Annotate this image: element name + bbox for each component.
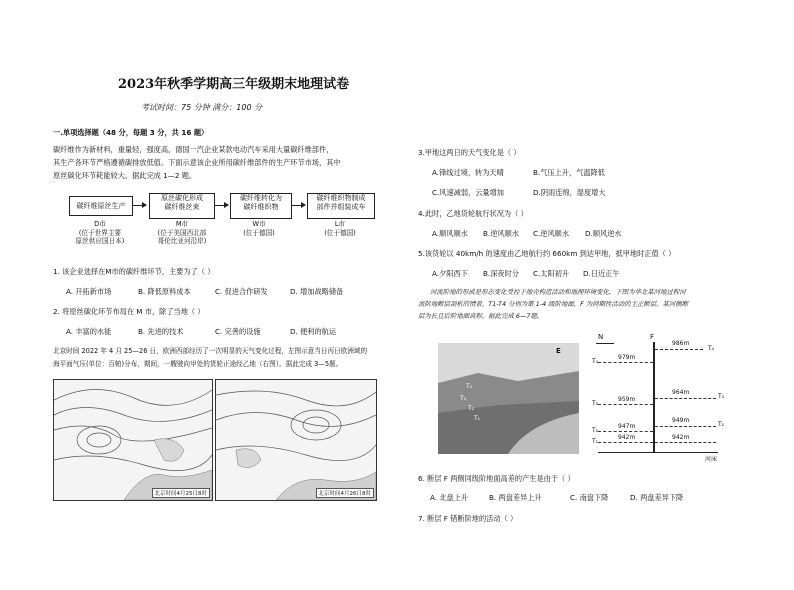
fault-label: F [650,333,655,341]
q4-stem: 4.此时，乙地货轮航行状况为（ ） [418,209,528,218]
flow-arrow-3 [292,205,305,206]
q7-stem: 7. 断层 F 错断阶地的活动（ ） [418,514,518,523]
photo-t1-label: T₁ [474,415,481,422]
q4-option-b[interactable]: B.逆风顺水 [483,229,519,238]
left-elev-t4: 979m [618,354,636,361]
city-m: M市 (位于美国西北部 哥伦比亚河沿岸) [157,220,207,245]
q5-option-a[interactable]: A.夕阳西下 [432,269,468,278]
left-t3-marker: T₃ [592,400,599,407]
flow-step-1: 碳纤维原丝生产 [69,196,133,216]
q4-option-a[interactable]: A.顺风顺水 [432,229,468,238]
q6-option-a[interactable]: A. 北盘上升 [430,493,469,502]
terrace-intro-1: 河流阶地的形成是形态变化受控于地壳构造活动和地理环境变化。下图为华北某河地过程河 [430,288,686,296]
q2-option-d[interactable]: D. 便利的航运 [290,327,337,336]
left-elev-t2: 947m [618,423,636,430]
terrace-intro-3: 层为长且后阶地面高程。据此完成 6—7题。 [418,312,544,320]
pressure-map-left [53,379,213,501]
right-elev-t4: 986m [672,340,690,347]
pressure-map-right [215,379,377,501]
photo-east-label: E [556,347,561,355]
right-t4-marker: T₄ [708,345,715,352]
right-t3-line [655,398,716,399]
right-elev-t2: 949m [672,417,690,424]
q5-option-b[interactable]: B.深夜时分 [483,269,519,278]
q4-option-d[interactable]: D.顺风逆水 [585,229,622,238]
city-l: L市 (位于德国) [324,220,356,237]
q4-option-c[interactable]: C.逆风顺水 [533,229,570,238]
intro-line-1: 碳纤维作为新材料，重量轻，强度高，德国一汽企业某款电动汽车采用大量碳纤维部件， [53,145,334,154]
right-t4-line [655,349,703,350]
left-t2-marker: T₂ [592,427,599,434]
left-t4-line [598,362,653,363]
map-right-label: 北京时间4月26日8时 [316,488,375,498]
fault-line [653,342,655,452]
q5-option-c[interactable]: C.太阳初升 [533,269,570,278]
right-t2-marker: T₂ [718,421,725,428]
map-left-label: 北京时间4月25日8时 [152,488,211,498]
q6-stem: 6. 断层 F 两侧同级阶地面高差的产生是由于（ ） [418,474,575,483]
city-w: W市 (位于德国) [243,220,275,237]
q5-stem: 5.该货轮以 40km/h 的速度由乙地航行约 660km 到达甲地，抵甲地时正值（ ） [418,249,676,258]
q6-option-b[interactable]: B. 两盘差异上升 [489,493,542,502]
intro-line-2: 其生产各环节严格遵循碳排放低值。下面示意该企业所用碳纤维部件的生产环节市场，其中 [53,158,341,167]
isobar-lines-right [216,380,376,500]
right-t2-line [655,426,716,427]
weather-intro-1: 北京时间 2022 年 4 月 25—26 日，欧洲西部经历了一次明显的天气变化过程，左图示意当日丙日欧洲域的 [53,347,368,355]
terrace-photo [438,343,579,454]
q6-option-c[interactable]: C. 南盘下降 [570,493,609,502]
left-t3-line [598,404,653,405]
q3-option-c[interactable]: C.风速减弱，云量增加 [432,188,504,197]
left-t1-line [598,442,653,443]
city-d: D市 (位于世界主要 原丝供应国日本) [75,220,125,245]
left-t1-marker: T₁ [592,438,599,445]
photo-t4-label: T₄ [466,383,473,390]
right-elev-t1: 942m [672,434,690,441]
q2-stem: 2. 将原丝碳化环节布局在 M 市，除了当地（ ） [53,307,205,316]
weather-intro-2: 海平面气压(单位：百帕)分布，期间，一艘驶向甲处的货轮正途经乙地（右图）。据此完成 3—5题。 [53,360,343,368]
q3-option-a[interactable]: A.锋线过境，转为天晴 [432,168,504,177]
section-heading: 一.单项选择题（48 分，每题 3 分，共 16 题） [53,128,209,137]
flow-arrow-2 [215,205,228,206]
exam-info: 考试时间：75 分钟 满分：100 分 [141,103,263,112]
riverbed-line [598,452,718,453]
left-t2-line [598,431,653,432]
left-elev-t1: 942m [618,434,636,441]
left-elev-t3: 959m [618,396,636,403]
flow-step-2: 原丝碳化形成 碳纤维丝束 [149,193,215,219]
right-t3-marker: T₃ [718,393,725,400]
q1-option-a[interactable]: A. 开拓新市场 [66,287,112,296]
q5-option-d[interactable]: D.日近正午 [583,269,620,278]
right-t1-line [655,442,716,443]
q2-option-b[interactable]: B. 先进的技术 [138,327,184,336]
q1-option-d[interactable]: D. 增加战略储备 [290,287,344,296]
q1-stem: 1. 该企业选择在M市的碳纤维环节，主要为了（ ） [53,267,215,276]
q1-option-b[interactable]: B. 降低原料成本 [138,287,191,296]
flow-step-3: 碳纤维转化为 碳纤维织物 [230,193,292,219]
q1-option-c[interactable]: C. 促进合作研发 [215,287,268,296]
q2-option-c[interactable]: C. 完善的设施 [215,327,261,336]
q3-stem: 3.甲地这两日的天气变化是（ ） [418,148,521,157]
left-t4-marker: T₄ [592,358,599,365]
q3-option-d[interactable]: D.阴雨连绵，湿度增大 [533,188,606,197]
terrace-intro-2: 流阶地断层剖析的情景，T1-T4 分别为第 1-4 级阶地面，F 为同期性活动的主正断层。某河侧断 [418,300,689,308]
flow-arrow-1 [133,205,146,206]
photo-t3-label: T₃ [460,395,467,402]
riverbed-label: 河床 [705,456,718,463]
photo-t2-label: T₂ [468,405,475,412]
q3-option-b[interactable]: B.气压上升，气温降低 [533,168,605,177]
north-arrow [596,343,614,344]
right-elev-t3: 964m [672,389,690,396]
flow-step-4: 碳纤维织物制成 部件并组装成车 [307,193,375,219]
page-title: 2023年秋季学期高三年级期末地理试卷 [118,77,350,92]
q6-option-d[interactable]: D. 两盘差异下降 [630,493,684,502]
intro-line-3: 原丝碳化环节耗能较大。据此完成 1—2 题。 [53,171,197,180]
isobar-lines-left [54,380,212,500]
north-label: N [598,333,604,341]
q2-option-a[interactable]: A. 丰富的水能 [66,327,112,336]
